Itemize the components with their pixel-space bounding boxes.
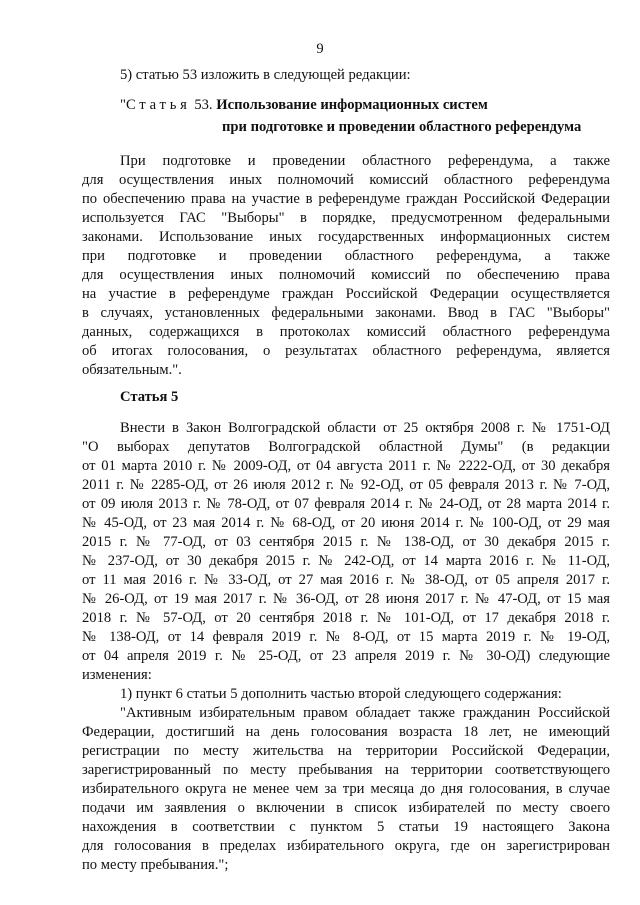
article-5-body-line: № 237-ОД, от 30 декабря 2015 г. № 242-ОД, от 14 марта 2016 г. № 11-ОД, [82,553,610,569]
article-5-body-line: 2011 г. № 2285-ОД, от 26 июля 2012 г. № 92-ОД, от 05 февраля 2013 г. № 7-ОД, [82,477,610,493]
quoted-text-line: "Активным избирательным правом обладает также гражданин Российской [120,705,610,721]
article-5-body-line: № 26-ОД, от 19 мая 2017 г. № 36-ОД, от 28 июня 2017 г. № 47-ОД, от 15 мая [82,591,610,607]
article-53-title-line-1: Использование информационных систем [216,97,488,113]
article-5-body-line: от 09 июля 2013 г. № 78-ОД, от 07 февраля 2014 г. № 24-ОД, от 28 марта 2014 г. [82,496,610,512]
article-53-body-line: законами. Использование иных государственных информационных систем [82,229,610,245]
article-5-body-line: "О выборах депутатов Волгоградской областной Думы" (в редакции [82,439,610,455]
article-5-heading: Статья 5 [120,389,179,405]
article-53-body-line: используется ГАС "Выборы" в порядке, предусмотренном федеральными [82,210,610,226]
article-53-body-line: об итогах голосования, о результатах областного референдума, является [82,343,610,359]
article-5-body-line: от 01 марта 2010 г. № 2009-ОД, от 04 августа 2011 г. № 2222-ОД, от 30 декабря [82,458,610,474]
quoted-text-line: Федерации, достигший на день голосования возраста 18 лет, не имеющий [82,724,610,740]
quoted-text-line: для голосования в пределах избирательного округа, где он зарегистрирован [82,838,610,854]
amendment-item-1: 1) пункт 6 статьи 5 дополнить частью второй следующего содержания: [120,686,562,702]
article-53-body-line: для осуществления иных полномочий комиссий областного референдума [82,172,610,188]
article-53-body-line: для осуществления иных полномочий комиссий по обеспечению права [82,267,610,283]
article-5-body-line: № 45-ОД, от 23 мая 2014 г. № 68-ОД, от 20 июня 2014 г. № 100-ОД, от 29 мая [82,515,610,531]
article-5-body-line: Внести в Закон Волгоградской области от 25 октября 2008 г. № 1751-ОД [120,420,610,436]
article-53-body-line: по обеспечению права на участие в референдуме граждан Российской Федерации [82,191,610,207]
article-word: Статья [125,97,191,113]
article-5-body-line: 2018 г. № 57-ОД, от 20 сентября 2018 г. № 101-ОД, от 17 декабря 2018 г. [82,610,610,626]
article-53-body-line: при подготовке и проведении областного референдума, а также [82,248,610,264]
page-number: 9 [316,41,324,57]
quoted-text-line: зарегистрированный по месту пребывания на территории соответствующего [82,762,610,778]
article-53-heading [120,98,488,113]
article-53-body-line: обязательным.". [82,362,182,378]
article-5-body-line: 2015 г. № 77-ОД, от 03 сентября 2015 г. № 138-ОД, от 30 декабря 2015 г. [82,534,610,550]
article-53-body-line: на участие в референдуме граждан Российской Федерации осуществляется [82,286,610,302]
article-5-body-line: от 04 апреля 2019 г. № 25-ОД, от 23 апреля 2019 г. № 30-ОД) следующие [82,648,610,664]
article-53-body-line: данных, содержащихся в протоколах комиссий областного референдума [82,324,610,340]
quoted-text-line: избирательного округа не менее чем за три месяца до дня голосования, в случае [82,781,610,797]
quoted-text-line: регистрации по месту жительства на территории Российской Федерации, [82,743,610,759]
quoted-text-line: нахождения в соответствии с пунктом 5 статьи 19 настоящего Закона [82,819,610,835]
article-5-body-line: № 138-ОД, от 14 февраля 2019 г. № 8-ОД, от 15 марта 2019 г. № 19-ОД, [82,629,610,645]
quoted-text-line: подачи им заявления о включении в список избирателей по месту своего [82,800,610,816]
article-53-body-line: в случаях, установленных федеральными законами. Ввод в ГАС "Выборы" [82,305,610,321]
article-5-body-line: изменения: [82,667,152,683]
article-number: 53. [190,97,213,113]
quoted-text-line: по месту пребывания."; [82,857,229,873]
article-53-title-line-2: при подготовке и проведении областного референдума [222,119,582,135]
amendment-item-5: 5) статью 53 изложить в следующей редакции: [120,67,411,83]
opening-quote: " [120,97,126,113]
article-5-body-line: от 11 мая 2016 г. № 33-ОД, от 27 мая 2016 г. № 38-ОД, от 05 апреля 2017 г. [82,572,610,588]
article-53-body-line: При подготовке и проведении областного референдума, а также [120,153,610,169]
